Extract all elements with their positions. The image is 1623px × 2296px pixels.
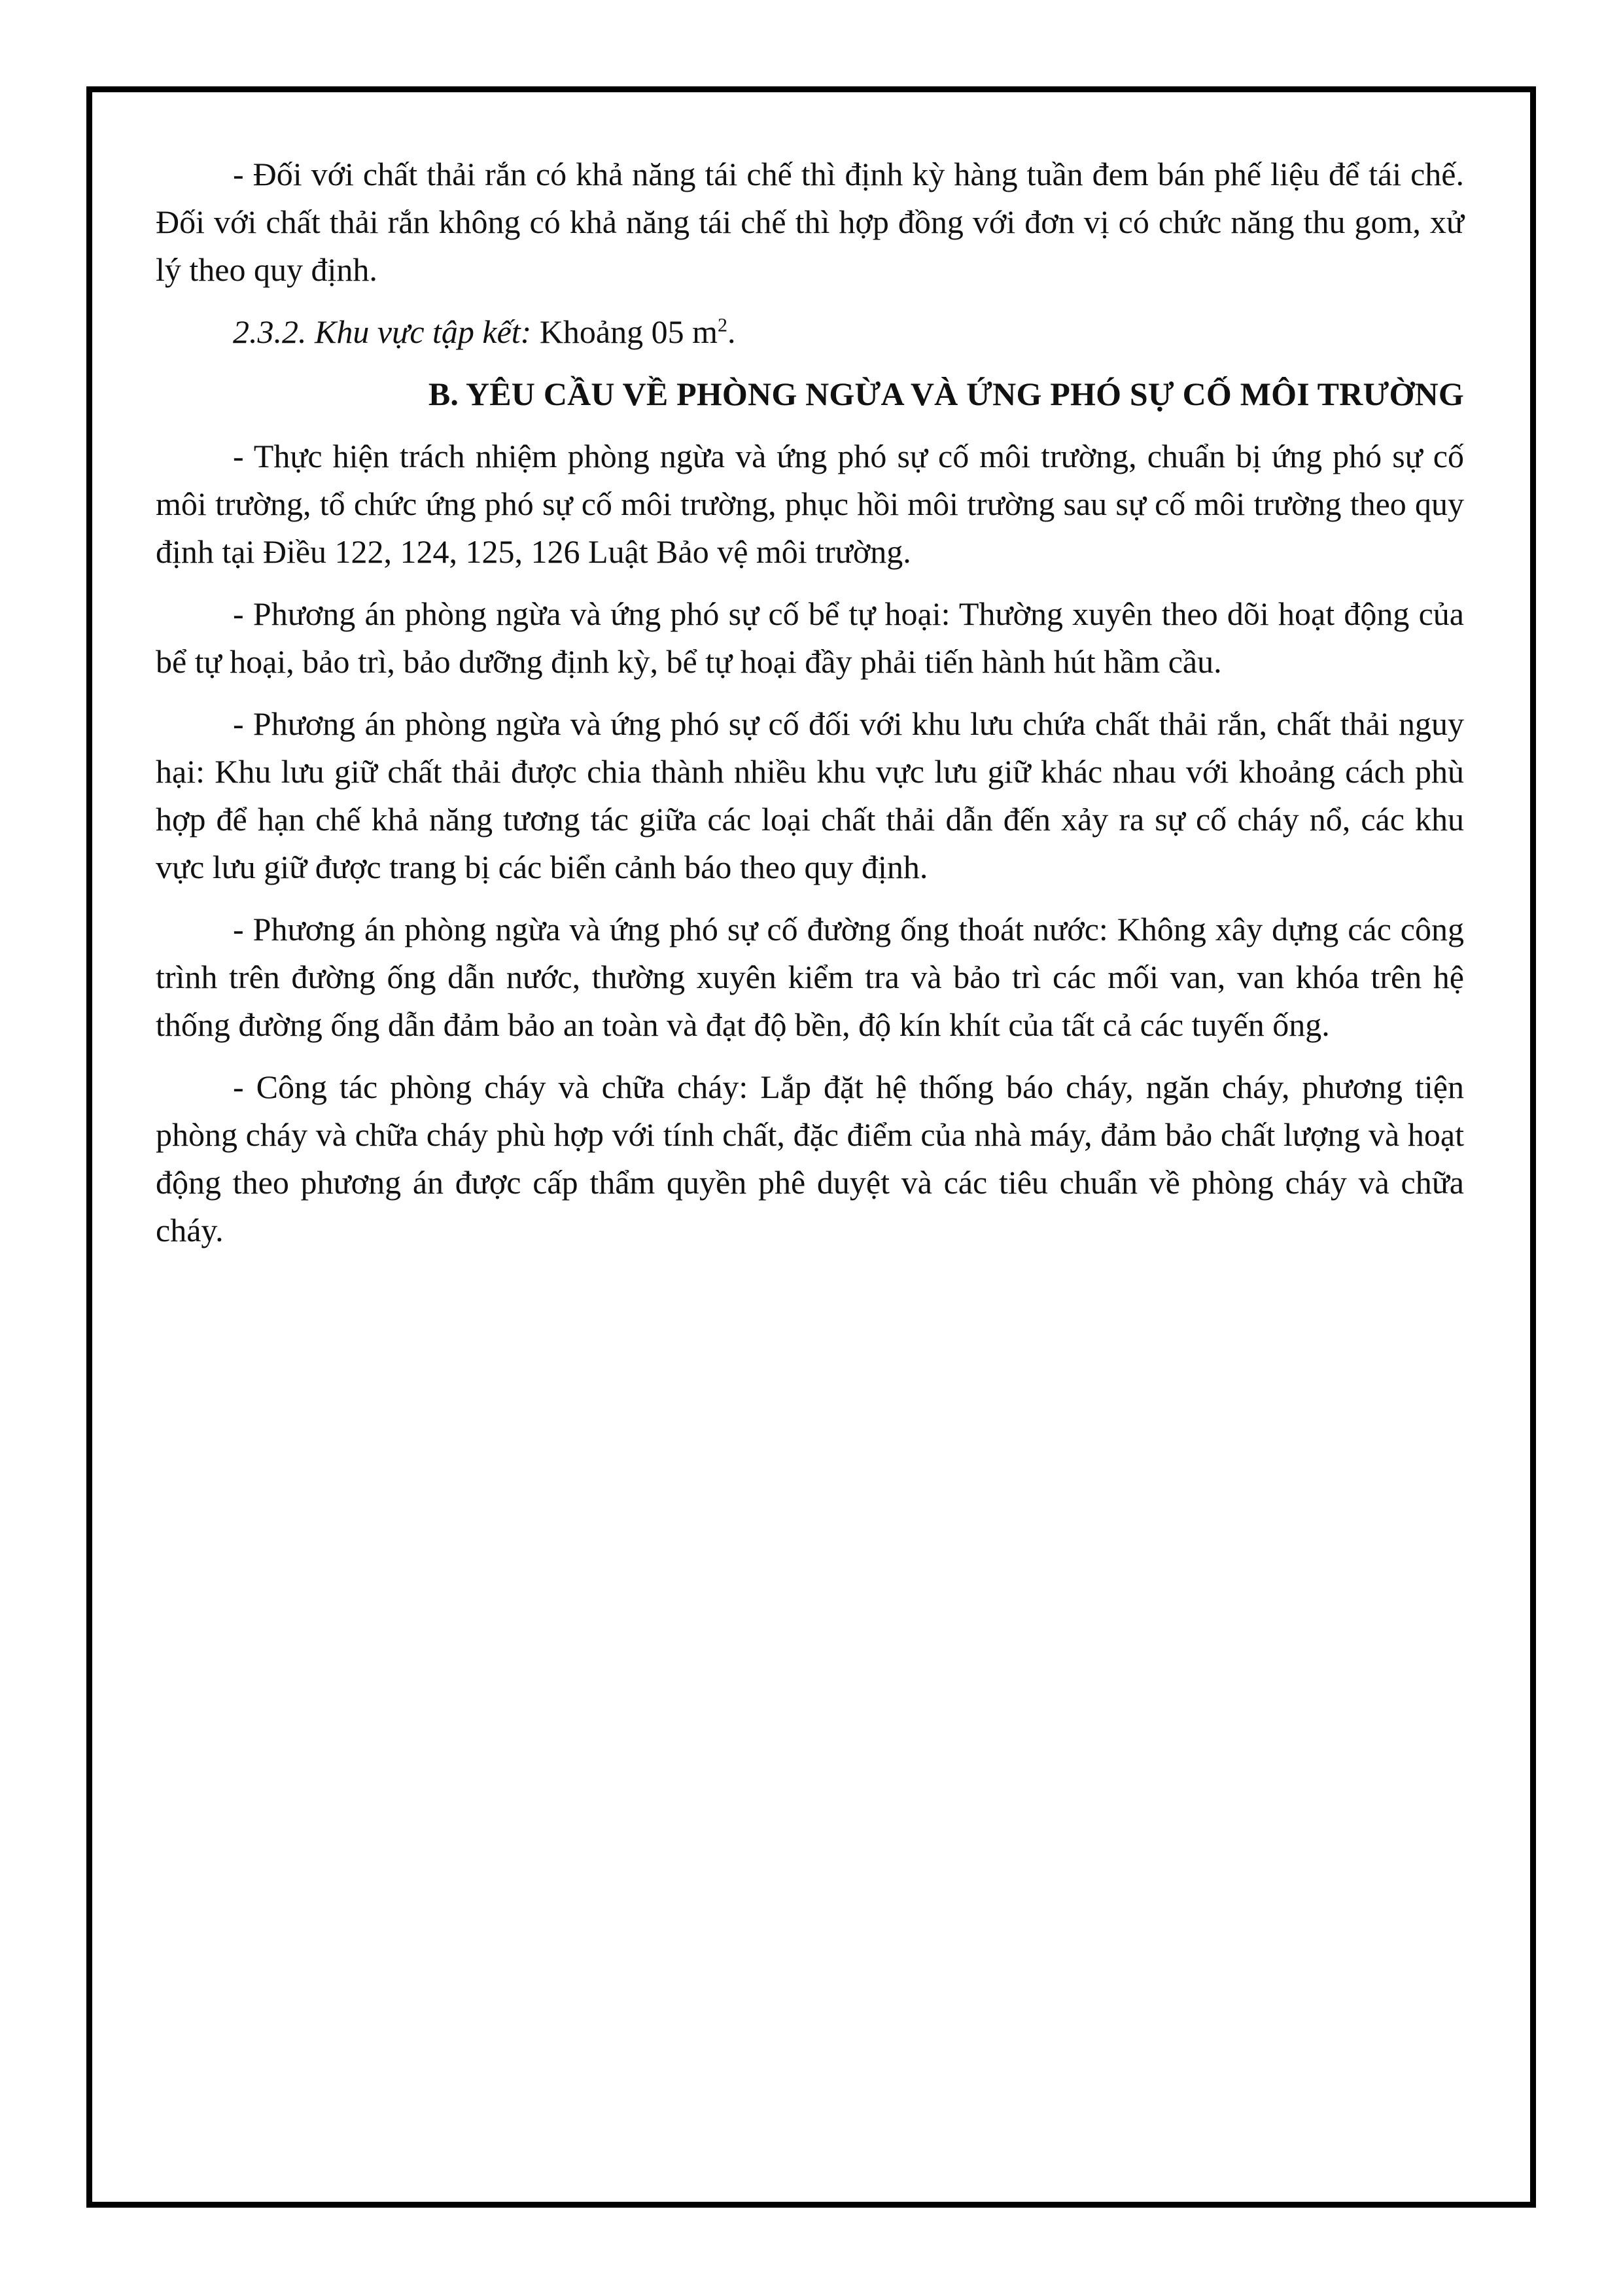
paragraph-drainage-pipes: - Phương án phòng ngừa và ứng phó sự cố đường ống thoát nước: Không xây dựng các công trình trên đường ống dẫn nước, thường xuyên kiểm tra và bảo trì các mối van, van khóa trên hệ thống đường ống dẫn đảm bảo an toàn và đạt độ bền, độ kín khít của tất cả các tuyến ống. xyxy=(156,911,1464,1043)
section-label-2-3-2: 2.3.2. Khu vực tập kết: xyxy=(233,313,532,350)
paragraph-waste-storage: - Phương án phòng ngừa và ứng phó sự cố đối với khu lưu chứa chất thải rắn, chất thải nguy hại: Khu lưu giữ chất thải được chia thành nhiều khu vực lưu giữ khác nhau với khoảng cách phù hợp để hạn chế khả năng tương tác giữa các loại chất thải dẫn đến xảy ra sự cố cháy nổ, các khu vực lưu giữ được trang bị các biển cảnh báo theo quy định. xyxy=(156,705,1464,885)
paragraph-fire-safety: - Công tác phòng cháy và chữa cháy: Lắp đặt hệ thống báo cháy, ngăn cháy, phương tiện phòng cháy và chữa cháy phù hợp với tính chất, đặc điểm của nhà máy, đảm bảo chất lượng và hoạt động theo phương án được cấp thẩm quyền phê duyệt và các tiêu chuẩn về phòng cháy và chữa cháy. xyxy=(156,1069,1464,1248)
section-heading-b: B. YÊU CẦU VỀ PHÒNG NGỪA VÀ ỨNG PHÓ SỰ CỐ MÔI TRƯỜNG xyxy=(428,376,1464,412)
paragraph-collection-area xyxy=(156,308,1464,356)
paragraph-septic-tank: - Phương án phòng ngừa và ứng phó sự cố bể tự hoại: Thường xuyên theo dõi hoạt động của bể tự hoại, bảo trì, bảo dưỡng định kỳ, bể tự hoại đầy phải tiến hành hút hầm cầu. xyxy=(156,595,1464,680)
document-body xyxy=(156,150,1464,1269)
paragraph-responsibility: - Thực hiện trách nhiệm phòng ngừa và ứng phó sự cố môi trường, chuẩn bị ứng phó sự cố môi trường, tổ chức ứng phó sự cố môi trường, phục hồi môi trường sau sự cố môi trường theo quy định tại Điều 122, 124, 125, 126 Luật Bảo vệ môi trường. xyxy=(156,438,1464,570)
paragraph-recycle: - Đối với chất thải rắn có khả năng tái chế thì định kỳ hàng tuần đem bán phế liệu để tái chế. Đối với chất thải rắn không có khả năng tái chế thì hợp đồng với đơn vị có chức năng thu gom, xử lý theo quy định. xyxy=(156,156,1464,288)
area-period: . xyxy=(727,313,736,350)
area-unit-superscript: 2 xyxy=(718,314,728,336)
area-value: Khoảng 05 m xyxy=(531,313,718,350)
